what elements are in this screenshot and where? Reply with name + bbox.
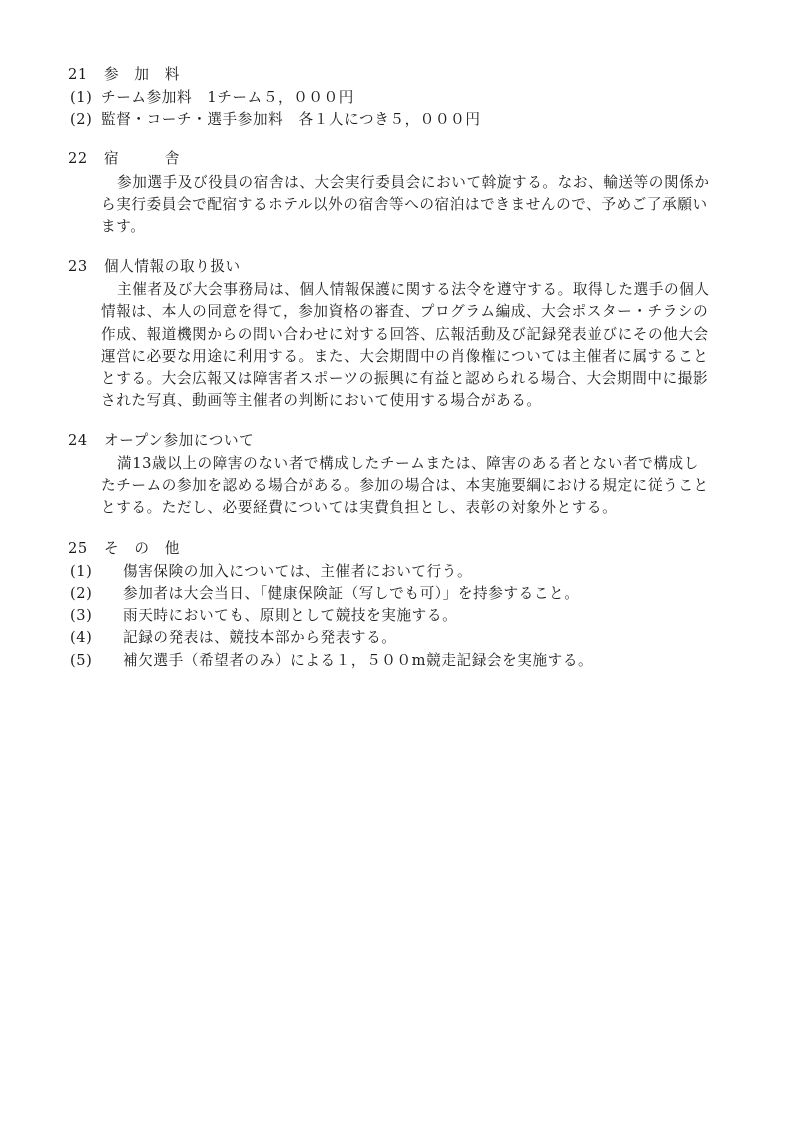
section-21-heading xyxy=(68,66,180,84)
section-number: 24 xyxy=(68,432,88,449)
section-22-heading xyxy=(68,150,180,168)
paragraph-line: ら実行委員会で配宿するホテル以外の宿舎等への宿泊はできませんので、予めご了承願い xyxy=(101,196,708,213)
section-number: 25 xyxy=(68,540,88,557)
section-25-heading xyxy=(68,540,180,558)
item-number: (5) xyxy=(70,652,93,669)
fee-item-2 xyxy=(70,111,481,129)
item-number: (2) xyxy=(70,111,93,128)
other-item-4 xyxy=(70,629,397,647)
item-number: (1) xyxy=(70,89,93,106)
fee-item-1 xyxy=(70,89,354,107)
section-title: そ の 他 xyxy=(104,540,180,557)
item-text: チーム参加料 1チーム５，０００円 xyxy=(101,89,354,106)
other-item-5 xyxy=(70,652,593,670)
item-number: (1) xyxy=(70,563,93,580)
item-text: 参加者は大会当日、「健康保険証（写しでも可）」を持参すること。 xyxy=(123,585,580,602)
section-number: 22 xyxy=(68,150,88,167)
other-item-1 xyxy=(70,563,472,581)
paragraph-line: 参加選手及び役員の宿舎は、大会実行委員会において斡旋する。なお、輸送等の関係か xyxy=(117,174,710,191)
item-number: (3) xyxy=(70,607,93,624)
item-number: (2) xyxy=(70,585,93,602)
item-text: 監督・コーチ・選手参加料 各１人につき５，０００円 xyxy=(101,111,481,128)
item-text: 傷害保険の加入については、主催者において行う。 xyxy=(123,563,473,580)
paragraph-line: された写真、動画等主催者の判断において使用する場合がある。 xyxy=(101,392,542,409)
paragraph-line: ます。 xyxy=(101,218,146,235)
other-item-3 xyxy=(70,607,457,625)
section-23-heading xyxy=(68,258,241,276)
section-title: 宿 舎 xyxy=(104,150,180,167)
item-number: (4) xyxy=(70,629,93,646)
section-title: 個人情報の取り扱い xyxy=(104,258,241,275)
section-title: オープン参加について xyxy=(104,432,255,449)
paragraph-line: とする。ただし、必要経費については実費負担とし、表彰の対象外とする。 xyxy=(101,499,618,516)
section-number: 23 xyxy=(68,258,88,275)
section-number: 21 xyxy=(68,66,88,83)
paragraph-line: 作成、報道機関からの問い合わせに対する回答、広報活動及び記録発表並びにその他大会 xyxy=(101,326,709,343)
paragraph-line: 運営に必要な用途に利用する。また、大会期間中の肖像権については主催者に属すること xyxy=(101,348,709,365)
paragraph-line: 満13歳以上の障害のない者で構成したチームまたは、障害のある者とない者で構成し xyxy=(117,455,699,472)
item-text: 雨天時においても、原則として競技を実施する。 xyxy=(123,607,458,624)
item-text: 記録の発表は、競技本部から発表する。 xyxy=(123,629,397,646)
paragraph-line: たチームの参加を認める場合がある。参加の場合は、本実施要綱における規定に従うこと xyxy=(101,477,709,494)
other-item-2 xyxy=(70,585,579,603)
paragraph-line: 主催者及び大会事務局は、個人情報保護に関する法令を遵守する。取得した選手の個人 xyxy=(117,281,710,298)
paragraph-line: 情報は、本人の同意を得て，参加資格の審査、プログラム編成、大会ポスター・チラシの xyxy=(101,303,709,320)
section-24-heading xyxy=(68,432,254,450)
paragraph-line: とする。大会広報又は障害者スポーツの振興に有益と認められる場合、大会期間中に撮影 xyxy=(101,370,709,387)
item-text: 補欠選手（希望者のみ）による１，５００m競走記録会を実施する。 xyxy=(123,652,594,669)
section-title: 参 加 料 xyxy=(104,66,180,83)
